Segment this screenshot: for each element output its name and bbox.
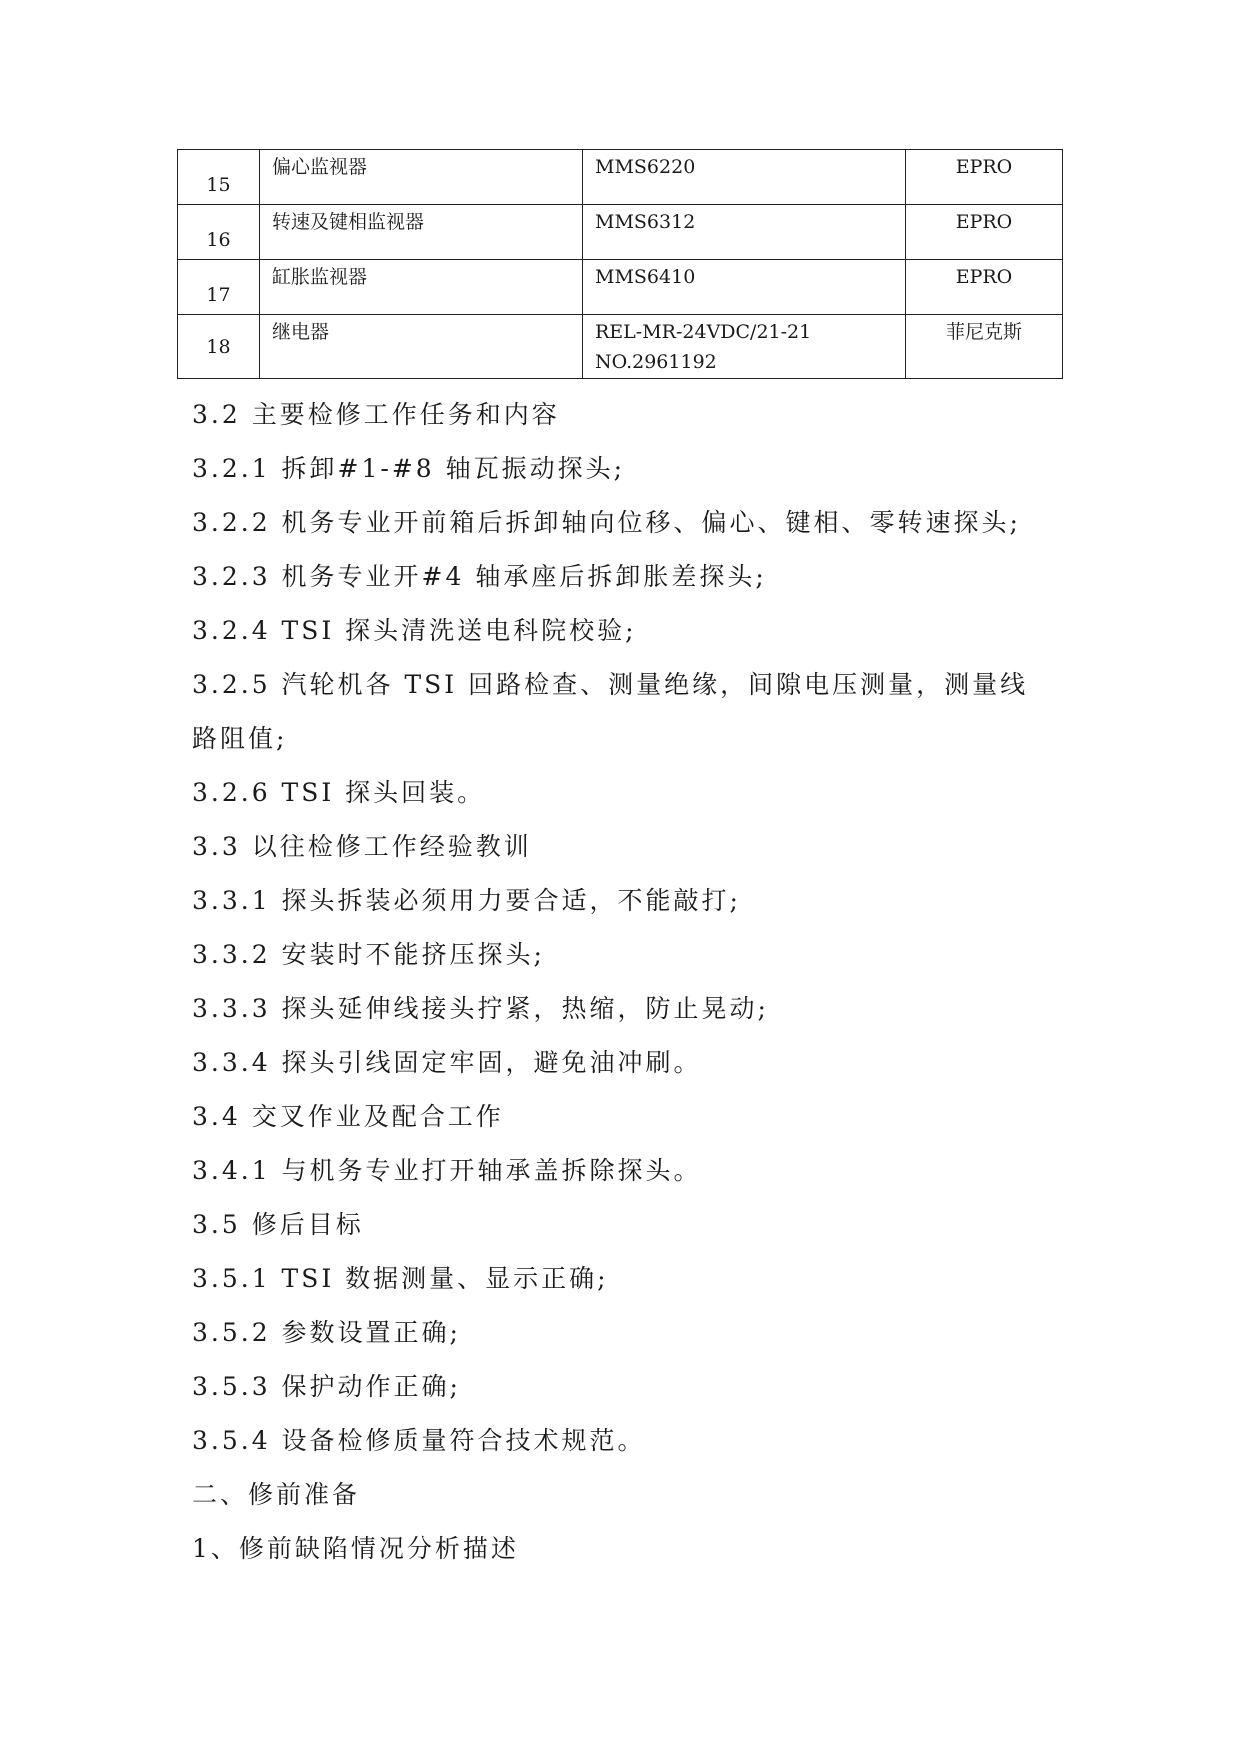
- device-model: MMS6220: [595, 156, 696, 178]
- device-model: REL-MR-24VDC/21-21: [595, 321, 812, 343]
- paragraph-3-2-1: 3.2.1 拆卸#1-#8 轴瓦振动探头;: [192, 454, 626, 483]
- paragraph-3-3-1: 3.3.1 探头拆装必须用力要合适，不能敲打;: [192, 886, 741, 915]
- chapter-heading-2: 二、修前准备: [192, 1480, 361, 1509]
- device-model-cell: [583, 150, 906, 205]
- device-model-cell: [583, 260, 906, 315]
- paragraph-3-5-4: 3.5.4 设备检修质量符合技术规范。: [192, 1426, 646, 1455]
- device-name: 缸胀监视器: [272, 266, 368, 288]
- manufacturer-cell: [906, 150, 1063, 205]
- paragraph-3-5-2: 3.5.2 参数设置正确;: [192, 1318, 461, 1347]
- manufacturer-cell: [906, 260, 1063, 315]
- manufacturer: EPRO: [955, 156, 1013, 178]
- section-heading-3-2: 3.2 主要检修工作任务和内容: [192, 400, 560, 429]
- manufacturer: EPRO: [955, 266, 1013, 288]
- section-heading-3-4: 3.4 交叉作业及配合工作: [192, 1102, 504, 1131]
- paragraph-3-2-2: 3.2.2 机务专业开前箱后拆卸轴向位移、偏心、键相、零转速探头;: [192, 508, 1021, 537]
- device-name-cell: [260, 315, 583, 379]
- table-row: [178, 150, 1063, 205]
- paragraph-3-3-4: 3.3.4 探头引线固定牢固，避免油冲刷。: [192, 1048, 702, 1077]
- manufacturer: 菲尼克斯: [945, 321, 1022, 343]
- table-row: [178, 315, 1063, 379]
- row-number: 17: [206, 284, 231, 306]
- row-number-cell: [178, 150, 260, 205]
- device-name: 偏心监视器: [272, 156, 368, 178]
- subheading-1: 1、修前缺陷情况分析描述: [192, 1534, 519, 1563]
- device-name-cell: [260, 260, 583, 315]
- row-number: 15: [206, 174, 231, 196]
- paragraph-3-2-4: 3.2.4 TSI 探头清洗送电科院校验;: [192, 616, 637, 645]
- document-body: [192, 388, 1052, 1576]
- device-name-cell: [260, 205, 583, 260]
- paragraph-3-2-3: 3.2.3 机务专业开#4 轴承座后拆卸胀差探头;: [192, 562, 767, 591]
- device-model-cell: [583, 315, 906, 379]
- manufacturer: EPRO: [955, 211, 1013, 233]
- equipment-table: [177, 149, 1063, 379]
- paragraph-3-3-2: 3.3.2 安装时不能挤压探头;: [192, 940, 545, 969]
- paragraph-3-5-3: 3.5.3 保护动作正确;: [192, 1372, 461, 1401]
- device-name-cell: [260, 150, 583, 205]
- device-model: MMS6410: [595, 266, 696, 288]
- row-number-cell: [178, 205, 260, 260]
- device-model-line2: NO.2961192: [595, 351, 717, 373]
- section-heading-3-5: 3.5 修后目标: [192, 1210, 364, 1239]
- paragraph-3-3-3: 3.3.3 探头延伸线接头拧紧，热缩，防止晃动;: [192, 994, 769, 1023]
- row-number-cell: [178, 260, 260, 315]
- table-row: [178, 260, 1063, 315]
- section-heading-3-3: 3.3 以往检修工作经验教训: [192, 832, 532, 861]
- manufacturer-cell: [906, 315, 1063, 379]
- device-model-cell: [583, 205, 906, 260]
- device-name: 转速及键相监视器: [272, 211, 425, 233]
- device-name: 继电器: [272, 321, 330, 343]
- row-number: 16: [206, 229, 231, 251]
- table-row: [178, 205, 1063, 260]
- paragraph-3-2-5: 3.2.5 汽轮机各 TSI 回路检查、测量绝缘，间隙电压测量，测量线路阻值;: [192, 670, 1029, 753]
- paragraph-3-4-1: 3.4.1 与机务专业打开轴承盖拆除探头。: [192, 1156, 702, 1185]
- row-number: 18: [206, 335, 231, 358]
- manufacturer-cell: [906, 205, 1063, 260]
- device-model: MMS6312: [595, 211, 696, 233]
- paragraph-3-5-1: 3.5.1 TSI 数据测量、显示正确;: [192, 1264, 609, 1293]
- row-number-cell: [178, 315, 260, 379]
- paragraph-3-2-6: 3.2.6 TSI 探头回装。: [192, 778, 486, 807]
